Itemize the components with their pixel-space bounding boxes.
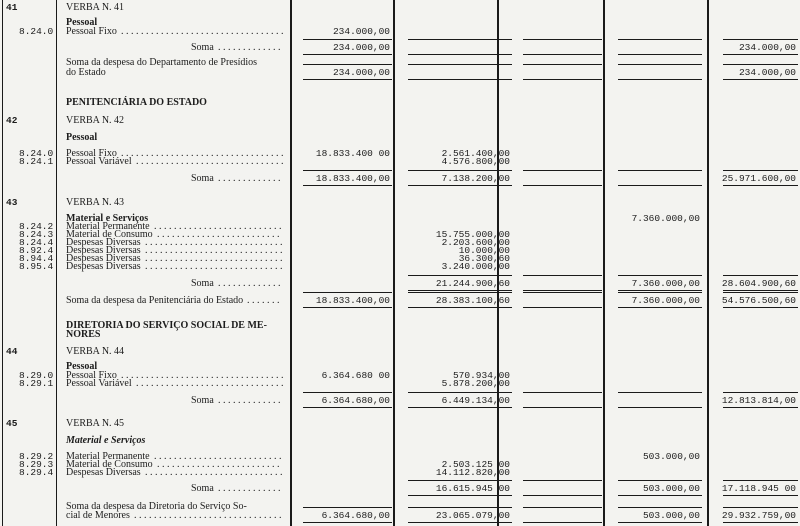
- total-rule: [523, 64, 602, 65]
- total-rule: [723, 392, 798, 393]
- total-rule: [618, 275, 702, 276]
- total-rule: [523, 392, 602, 393]
- leader-dots: . . . . . . . . . . . . . . . . . . . . . . . . . . . .: [145, 246, 283, 256]
- amount-c2: 3.240.000,00: [441, 261, 510, 272]
- row-label: cial de Menores: [66, 510, 130, 521]
- leader-dots: . . . . . . . . . . . . . . . . . . . . . . . . . . . .: [145, 238, 283, 248]
- rubric-code: 8.24.2: [19, 221, 54, 232]
- total-rule: [523, 290, 602, 291]
- rubric-code: 8.29.4: [19, 467, 54, 478]
- total-rule: [303, 64, 392, 65]
- total-rule: [523, 185, 602, 186]
- column-line: [393, 0, 395, 526]
- rubric-code: 8.29.0: [19, 370, 54, 381]
- total-rule: [523, 39, 602, 40]
- total-rule: [303, 39, 392, 40]
- leader-dots: . . . . . . . . . . . . .: [218, 484, 281, 494]
- row-label: Material Permanente: [66, 451, 150, 462]
- row-label: Pessoal: [66, 361, 98, 372]
- leader-dots: . . . . . . . . . . . . . . . . . . . . . . . . . . . .: [145, 254, 283, 264]
- row-label: Despesas Diversas: [66, 245, 141, 256]
- row-label: Pessoal Variável: [66, 378, 132, 389]
- total-rule: [408, 290, 512, 291]
- total-rule: [303, 307, 392, 308]
- rubric-code: 8.29.1: [19, 378, 54, 389]
- amount-c2: 23.065.079,00: [435, 510, 510, 521]
- rubric-code: 8.24.0: [19, 148, 54, 159]
- total-rule: [723, 480, 798, 481]
- amount-c2: 10.000,00: [458, 245, 510, 256]
- total-rule: [618, 64, 702, 65]
- row-label: Pessoal Fixo: [66, 370, 117, 381]
- total-rule: [303, 392, 392, 393]
- row-label: Soma: [191, 278, 214, 289]
- row-label: Pessoal: [66, 17, 98, 28]
- amount-c2: 36.300,60: [458, 253, 510, 264]
- total-rule: [723, 79, 798, 80]
- amount-c2: 28.383.100,60: [435, 295, 510, 306]
- row-label: Material e Serviços: [66, 435, 146, 446]
- verba-margin-number: 43: [6, 197, 18, 208]
- row-label: VERBA N. 45: [66, 418, 125, 429]
- row-label: VERBA N. 41: [66, 2, 125, 13]
- row-label: VERBA N. 44: [66, 346, 125, 357]
- amount-c2: 21.244.900,60: [435, 278, 510, 289]
- verba-margin-number: 44: [6, 346, 18, 357]
- rubric-code: 8.94.4: [19, 253, 54, 264]
- total-rule: [303, 170, 392, 171]
- total-rule: [523, 79, 602, 80]
- column-line: [56, 0, 57, 526]
- row-label: Soma: [191, 42, 214, 53]
- amount-c4: 503.000,00: [642, 510, 700, 521]
- leader-dots: . . . . . . . . . . . . . . . . . . . . . . . . . . . . . .: [136, 157, 284, 167]
- amount-c2: 14.112.820,00: [435, 467, 510, 478]
- rubric-code: 8.92.4: [19, 245, 54, 256]
- leader-dots: . . . . . . . . . . . . . . . . . . . . . . . . . . . .: [145, 468, 283, 478]
- total-rule: [408, 170, 512, 171]
- total-rule: [303, 185, 392, 186]
- row-label: Pessoal Variável: [66, 156, 132, 167]
- total-rule: [723, 292, 798, 293]
- amount-c1: 6.364.680,00: [321, 510, 390, 521]
- row-label: VERBA N. 43: [66, 197, 125, 208]
- row-label: Pessoal Fixo: [66, 148, 117, 159]
- total-rule: [723, 54, 798, 55]
- amount-c2: 16.615.945 00: [435, 483, 510, 494]
- total-rule: [408, 185, 512, 186]
- leader-dots: . . . . . . . . . . . . . . . . . . . . . . . . . . . . . . . . .: [121, 27, 284, 37]
- total-rule: [523, 507, 602, 508]
- amount-c1: 18.833.400,00: [315, 173, 390, 184]
- total-rule: [618, 495, 702, 496]
- total-rule: [408, 392, 512, 393]
- total-rule: [618, 480, 702, 481]
- leader-dots: . . . . . . . . . . . . . . . . . . . . . . . . . . . .: [145, 262, 283, 272]
- total-rule: [723, 275, 798, 276]
- amount-c1: 234.000,00: [332, 42, 390, 53]
- row-label: Pessoal Fixo: [66, 26, 117, 37]
- amount-c1: 18.833.400,00: [315, 295, 390, 306]
- amount-c5: 25.971.600,00: [721, 173, 796, 184]
- amount-c2: 2.203.600,00: [441, 237, 510, 248]
- row-label: DIRETORIA DO SERVIÇO SOCIAL DE ME-: [66, 320, 267, 331]
- amount-c1: 6.364.680,00: [321, 395, 390, 406]
- total-rule: [523, 54, 602, 55]
- total-rule: [523, 495, 602, 496]
- row-label: Despesas Diversas: [66, 261, 141, 272]
- leader-dots: . . . . . . . . . . . . .: [218, 43, 281, 53]
- total-rule: [408, 307, 512, 308]
- amount-c5: 234.000,00: [738, 42, 796, 53]
- total-rule: [523, 522, 602, 523]
- total-rule: [523, 170, 602, 171]
- total-rule: [618, 507, 702, 508]
- amount-c4: 503.000,00: [642, 451, 700, 462]
- rubric-code: 8.95.4: [19, 261, 54, 272]
- row-label: Soma: [191, 483, 214, 494]
- amount-c1: 18.833.400 00: [315, 148, 390, 159]
- column-line: [603, 0, 605, 526]
- total-rule: [618, 392, 702, 393]
- amount-c5: 12.813.814,00: [721, 395, 796, 406]
- total-rule: [408, 64, 512, 65]
- row-label: Soma: [191, 395, 214, 406]
- total-rule: [723, 290, 798, 291]
- total-rule: [408, 522, 512, 523]
- amount-c4: 7.360.000,00: [631, 213, 700, 224]
- total-rule: [723, 495, 798, 496]
- amount-c4: 503.000,00: [642, 483, 700, 494]
- total-rule: [723, 307, 798, 308]
- total-rule: [618, 292, 702, 293]
- total-rule: [523, 307, 602, 308]
- rubric-code: 8.24.1: [19, 156, 54, 167]
- row-label: Material e Serviços: [66, 213, 149, 224]
- rubric-code: 8.24.4: [19, 237, 54, 248]
- total-rule: [618, 522, 702, 523]
- total-rule: [618, 54, 702, 55]
- total-rule: [723, 407, 798, 408]
- total-rule: [618, 185, 702, 186]
- row-label: Soma da despesa da Penitenciária do Estado: [66, 295, 244, 306]
- leader-dots: . . . . . . . . . . . . . . . . . . . . . . . . . . . . . . . . .: [121, 371, 284, 381]
- row-label: do Estado: [66, 67, 106, 78]
- total-rule: [723, 522, 798, 523]
- column-line: [290, 0, 292, 526]
- column-line: [707, 0, 709, 526]
- total-rule: [723, 185, 798, 186]
- row-label: Material Permanente: [66, 221, 150, 232]
- total-rule: [303, 407, 392, 408]
- amount-c2: 570.934,00: [452, 370, 510, 381]
- total-rule: [303, 522, 392, 523]
- total-rule: [303, 507, 392, 508]
- amount-c2: 4.576.800,00: [441, 156, 510, 167]
- row-label: PENITENCIÁRIA DO ESTADO: [66, 97, 207, 108]
- total-rule: [523, 480, 602, 481]
- total-rule: [723, 170, 798, 171]
- verba-margin-number: 45: [6, 418, 18, 429]
- leader-dots: . . . . . . . . . . . . . . . . . . . . . . . . . .: [154, 222, 282, 232]
- row-label: Soma da despesa do Departamento de Presídios: [66, 57, 258, 68]
- total-rule: [618, 307, 702, 308]
- leader-dots: . . . . . . . . . . . . .: [218, 396, 281, 406]
- row-label: Despesas Diversas: [66, 467, 141, 478]
- amount-c5: 17.118.945 00: [721, 483, 796, 494]
- leader-dots: . . . . . . . . . . . . . . . . . . . . . . . . . . . . . . . . .: [121, 149, 284, 159]
- amount-c5: 29.932.759,00: [721, 510, 796, 521]
- total-rule: [303, 54, 392, 55]
- total-rule: [303, 79, 392, 80]
- leader-dots: . . . . . . . . . . . . . . . . . . . . . . . . . . . . . .: [134, 511, 282, 521]
- row-label: Despesas Diversas: [66, 253, 141, 264]
- row-label: VERBA N. 42: [66, 115, 125, 126]
- amount-c2: 6.449.134,00: [441, 395, 510, 406]
- total-rule: [303, 292, 392, 293]
- rubric-code: 8.29.3: [19, 459, 54, 470]
- total-rule: [408, 507, 512, 508]
- total-rule: [618, 290, 702, 291]
- amount-c2: 15.755.000,00: [435, 229, 510, 240]
- total-rule: [408, 480, 512, 481]
- verba-margin-number: 42: [6, 115, 18, 126]
- amount-c5: 234.000,00: [738, 67, 796, 78]
- total-rule: [618, 39, 702, 40]
- rubric-code: 8.29.2: [19, 451, 54, 462]
- rubric-code: 8.24.3: [19, 229, 54, 240]
- total-rule: [408, 292, 512, 293]
- verba-margin-number: 41: [6, 2, 18, 13]
- amount-c2: 2.561.400,00: [441, 148, 510, 159]
- amount-c1: 6.364.680 00: [321, 370, 390, 381]
- row-label: Pessoal: [66, 132, 98, 143]
- row-label: Soma: [191, 173, 214, 184]
- amount-c5: 54.576.500,60: [721, 295, 796, 306]
- amount-c4: 7.360.000,00: [631, 278, 700, 289]
- amount-c5: 28.604.900,60: [721, 278, 796, 289]
- row-label: Material de Consumo: [66, 459, 153, 470]
- total-rule: [618, 79, 702, 80]
- total-rule: [618, 407, 702, 408]
- total-rule: [523, 292, 602, 293]
- amount-c4: 7.360.000,00: [631, 295, 700, 306]
- row-label: Material de Consumo: [66, 229, 153, 240]
- total-rule: [723, 64, 798, 65]
- amount-c1: 234.000,00: [332, 26, 390, 37]
- amount-c1: 234.000,00: [332, 67, 390, 78]
- row-label: Soma da despesa da Diretoria do Serviço So-: [66, 501, 247, 512]
- row-label: Despesas Diversas: [66, 237, 141, 248]
- leader-dots: . . . . . . . . . . . . . . . . . . . . . . . . .: [157, 230, 280, 240]
- total-rule: [723, 39, 798, 40]
- total-rule: [408, 495, 512, 496]
- row-label: NORES: [66, 329, 101, 340]
- amount-c2: 7.138.200,00: [441, 173, 510, 184]
- leader-dots: . . . . . . .: [247, 296, 280, 306]
- total-rule: [408, 54, 512, 55]
- leader-dots: . . . . . . . . . . . . . . . . . . . . . . . . .: [157, 460, 280, 470]
- total-rule: [408, 79, 512, 80]
- total-rule: [408, 39, 512, 40]
- leader-dots: . . . . . . . . . . . . . . . . . . . . . . . . . .: [154, 452, 282, 462]
- amount-c2: 2.503.125 00: [441, 459, 510, 470]
- rubric-code: 8.24.0: [19, 26, 54, 37]
- total-rule: [618, 170, 702, 171]
- column-line: [2, 0, 3, 526]
- total-rule: [408, 275, 512, 276]
- total-rule: [408, 407, 512, 408]
- total-rule: [523, 275, 602, 276]
- amount-c2: 5.878.200,00: [441, 378, 510, 389]
- total-rule: [523, 407, 602, 408]
- total-rule: [723, 507, 798, 508]
- leader-dots: . . . . . . . . . . . . .: [218, 279, 281, 289]
- leader-dots: . . . . . . . . . . . . .: [218, 174, 281, 184]
- leader-dots: . . . . . . . . . . . . . . . . . . . . . . . . . . . . . .: [136, 379, 284, 389]
